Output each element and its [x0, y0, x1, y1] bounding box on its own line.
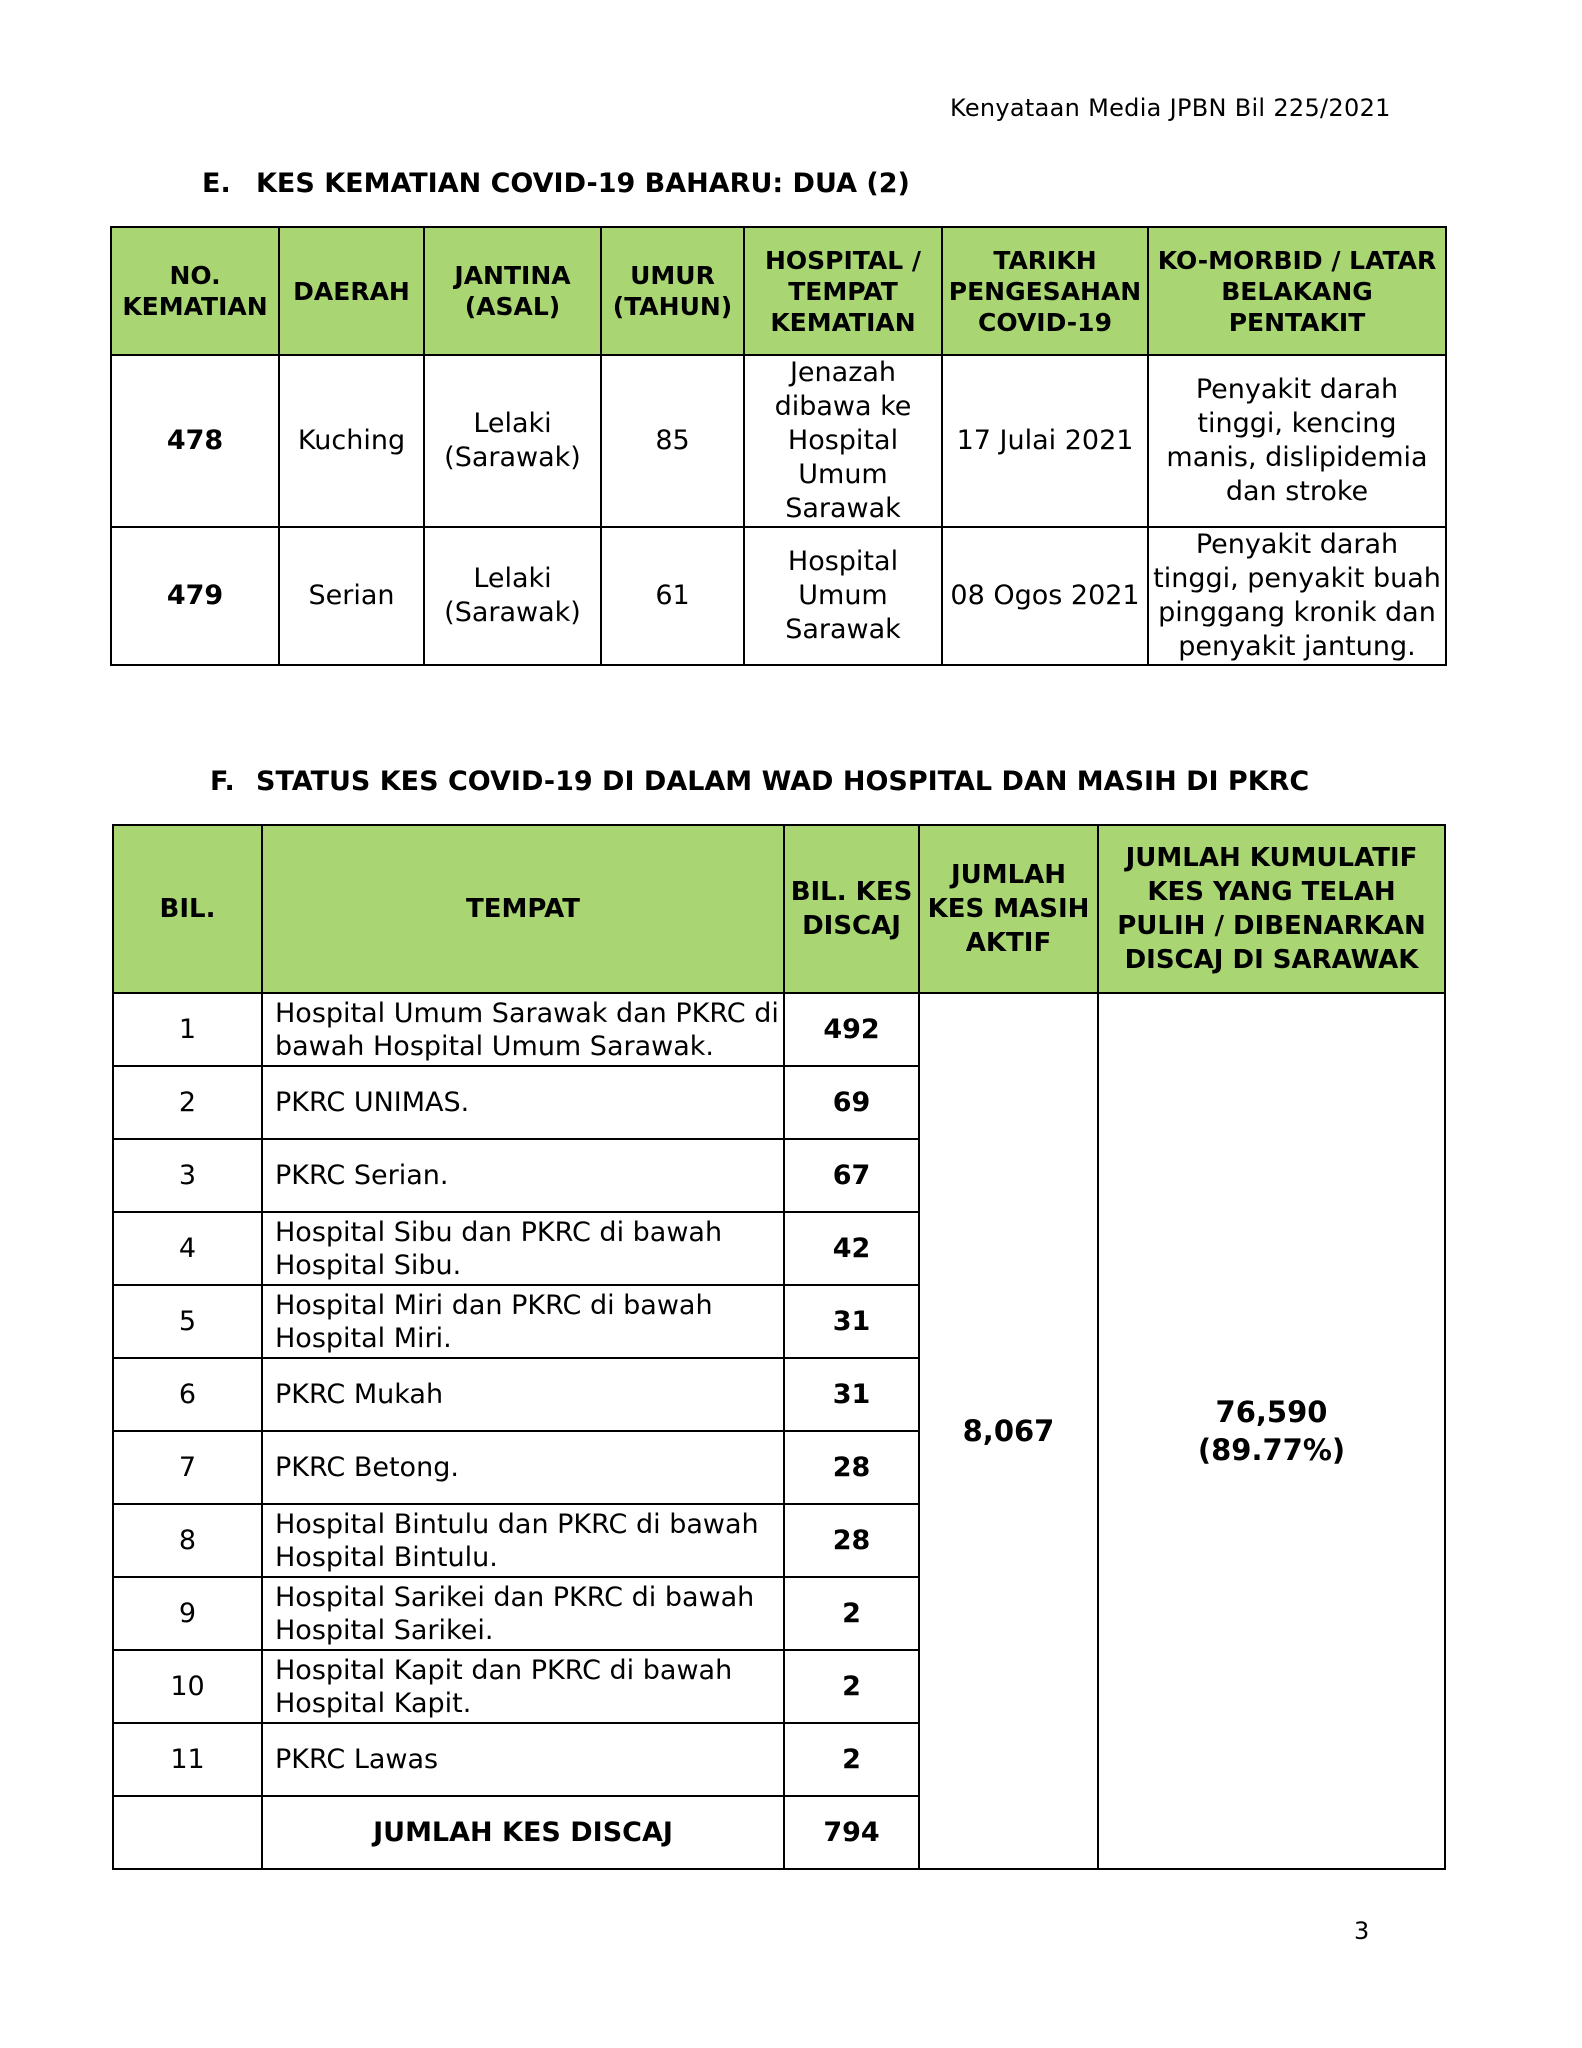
row-number: 11 — [113, 1723, 262, 1796]
discharge-count: 69 — [784, 1066, 919, 1139]
column-header: HOSPITAL / TEMPAT KEMATIAN — [744, 227, 942, 355]
table-header-row — [113, 825, 1445, 993]
column-header: BIL. KES DISCAJ — [784, 825, 919, 993]
active-cases-total: 8,067 — [919, 993, 1098, 1869]
empty-cell — [113, 1796, 262, 1869]
age: 61 — [601, 527, 744, 665]
column-header: UMUR (TAHUN) — [601, 227, 744, 355]
cumulative-recovered-percent: (89.77%) — [1197, 1433, 1346, 1467]
row-number: 8 — [113, 1504, 262, 1577]
discharge-count: 28 — [784, 1504, 919, 1577]
row-number: 2 — [113, 1066, 262, 1139]
gender: Lelaki (Sarawak) — [424, 527, 601, 665]
facility-name: PKRC Serian. — [262, 1139, 784, 1212]
row-number: 10 — [113, 1650, 262, 1723]
facility-name: Hospital Bintulu dan PKRC di bawah Hospital Bintulu. — [262, 1504, 784, 1577]
table-row — [113, 993, 1445, 1066]
facility-name: Hospital Sibu dan PKRC di bawah Hospital Sibu. — [262, 1212, 784, 1285]
district: Kuching — [279, 355, 424, 527]
discharge-count: 31 — [784, 1285, 919, 1358]
discharge-count: 492 — [784, 993, 919, 1066]
media-statement-reference: Kenyataan Media JPBN Bil 225/2021 — [950, 94, 1391, 122]
column-header: NO. KEMATIAN — [111, 227, 279, 355]
row-number: 6 — [113, 1358, 262, 1431]
section-e-title — [202, 168, 910, 199]
facility-name: PKRC Betong. — [262, 1431, 784, 1504]
discharge-count: 2 — [784, 1723, 919, 1796]
column-header: TEMPAT — [262, 825, 784, 993]
discharge-count: 42 — [784, 1212, 919, 1285]
facility-name: PKRC Mukah — [262, 1358, 784, 1431]
place-of-death: Jenazah dibawa ke Hospital Umum Sarawak — [744, 355, 942, 527]
discharge-count: 31 — [784, 1358, 919, 1431]
page-number: 3 — [1354, 1917, 1370, 1945]
row-number: 1 — [113, 993, 262, 1066]
section-e-heading: KES KEMATIAN COVID-19 BAHARU: DUA (2) — [256, 168, 910, 199]
confirmation-date: 17 Julai 2021 — [942, 355, 1148, 527]
facility-name: PKRC UNIMAS. — [262, 1066, 784, 1139]
cumulative-recovered-count: 76,590 — [1215, 1395, 1328, 1429]
discharge-count: 28 — [784, 1431, 919, 1504]
column-header: TARIKH PENGESAHAN COVID-19 — [942, 227, 1148, 355]
death-cases-table — [110, 226, 1447, 666]
comorbidity: Penyakit darah tinggi, kencing manis, dislipidemia dan stroke — [1148, 355, 1446, 527]
discharge-count: 2 — [784, 1650, 919, 1723]
discharge-status-table — [112, 824, 1446, 1870]
discharge-count: 2 — [784, 1577, 919, 1650]
table-row — [111, 355, 1446, 527]
row-number: 5 — [113, 1285, 262, 1358]
district: Serian — [279, 527, 424, 665]
facility-name: Hospital Kapit dan PKRC di bawah Hospital Kapit. — [262, 1650, 784, 1723]
column-header: KO-MORBID / LATAR BELAKANG PENTAKIT — [1148, 227, 1446, 355]
row-number: 7 — [113, 1431, 262, 1504]
section-e-letter: E. — [202, 168, 231, 199]
column-header: JUMLAH KUMULATIF KES YANG TELAH PULIH / DIBENARKAN DISCAJ DI SARAWAK — [1098, 825, 1445, 993]
place-of-death: Hospital Umum Sarawak — [744, 527, 942, 665]
table-header-row — [111, 227, 1446, 355]
facility-name: Hospital Umum Sarawak dan PKRC di bawah Hospital Umum Sarawak. — [262, 993, 784, 1066]
total-discharge-count: 794 — [784, 1796, 919, 1869]
discharge-count: 67 — [784, 1139, 919, 1212]
section-f-heading: STATUS KES COVID-19 DI DALAM WAD HOSPITAL DAN MASIH DI PKRC — [256, 766, 1310, 797]
facility-name: Hospital Miri dan PKRC di bawah Hospital Miri. — [262, 1285, 784, 1358]
column-header: JUMLAH KES MASIH AKTIF — [919, 825, 1098, 993]
facility-name: Hospital Sarikei dan PKRC di bawah Hospital Sarikei. — [262, 1577, 784, 1650]
section-f-title — [210, 766, 1309, 797]
section-f-letter: F. — [210, 766, 235, 797]
gender: Lelaki (Sarawak) — [424, 355, 601, 527]
row-number: 9 — [113, 1577, 262, 1650]
row-number: 3 — [113, 1139, 262, 1212]
death-number: 479 — [111, 527, 279, 665]
column-header: JANTINA (ASAL) — [424, 227, 601, 355]
table-row — [111, 527, 1446, 665]
comorbidity: Penyakit darah tinggi, penyakit buah pinggang kronik dan penyakit jantung. — [1148, 527, 1446, 665]
facility-name: PKRC Lawas — [262, 1723, 784, 1796]
column-header: DAERAH — [279, 227, 424, 355]
age: 85 — [601, 355, 744, 527]
total-discharge-label: JUMLAH KES DISCAJ — [262, 1796, 784, 1869]
column-header: BIL. — [113, 825, 262, 993]
row-number: 4 — [113, 1212, 262, 1285]
confirmation-date: 08 Ogos 2021 — [942, 527, 1148, 665]
cumulative-recovered — [1098, 993, 1445, 1869]
death-number: 478 — [111, 355, 279, 527]
